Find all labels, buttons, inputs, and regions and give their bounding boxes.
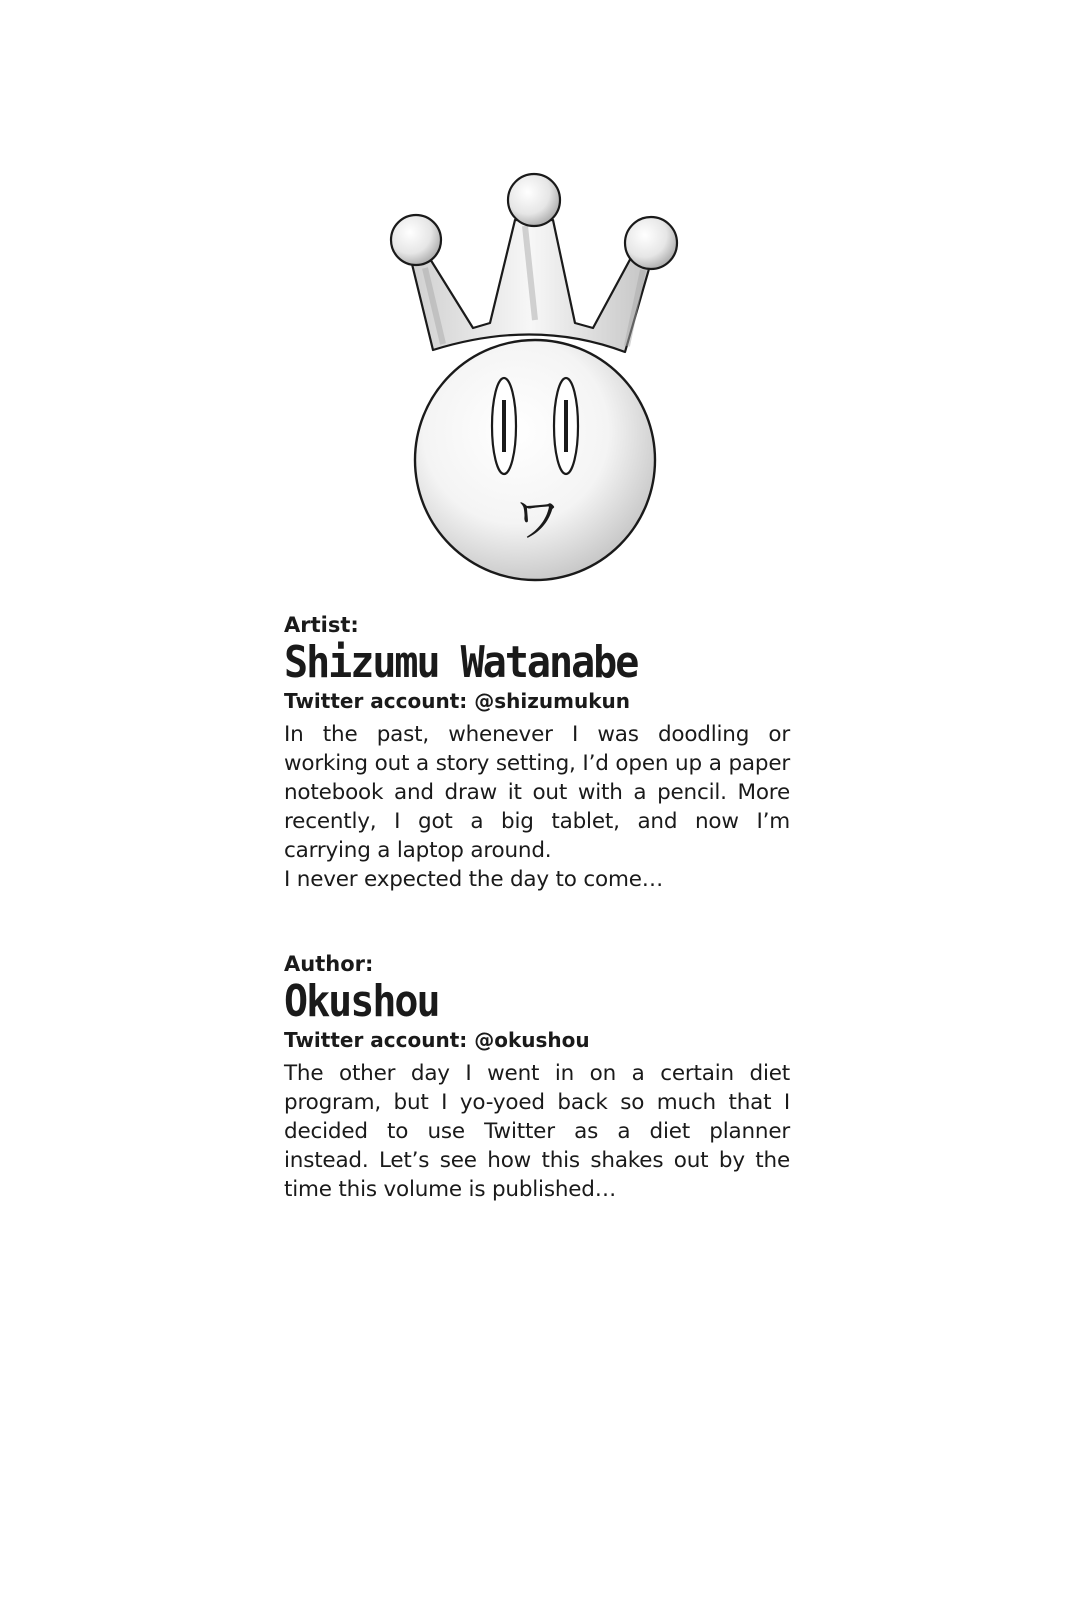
artist-bio (284, 720, 790, 894)
artist-role-label: Artist: (284, 613, 359, 637)
artist-bio-last-line: I never expected the day to come… (284, 867, 664, 892)
mascot-mouth-glyph: ワ (512, 492, 562, 548)
author-role-label: Author: (284, 952, 374, 976)
artist-twitter-account: Twitter account: @shizumukun (284, 689, 630, 713)
artist-name: Shizumu Watanabe (284, 638, 638, 688)
artist-bio-main: In the past, whenever I was doodling or working out a story setting, I’d open up a paper notebook and draw it out with a pencil. More recently, I got a big tablet, and now I’m carrying a laptop around. (284, 722, 790, 863)
author-bio: The other day I went in on a certain diet program, but I yo-yoed back so much that I decided to use Twitter as a diet planner instead. Let’s see how this shakes out by the time this volume is published… (284, 1061, 790, 1202)
author-twitter-account: Twitter account: @okushou (284, 1028, 590, 1052)
artist-profile (284, 612, 790, 894)
crowned-blob-mascot-icon (385, 168, 685, 588)
author-profile (284, 951, 790, 1204)
author-name: Okushou (284, 977, 439, 1027)
